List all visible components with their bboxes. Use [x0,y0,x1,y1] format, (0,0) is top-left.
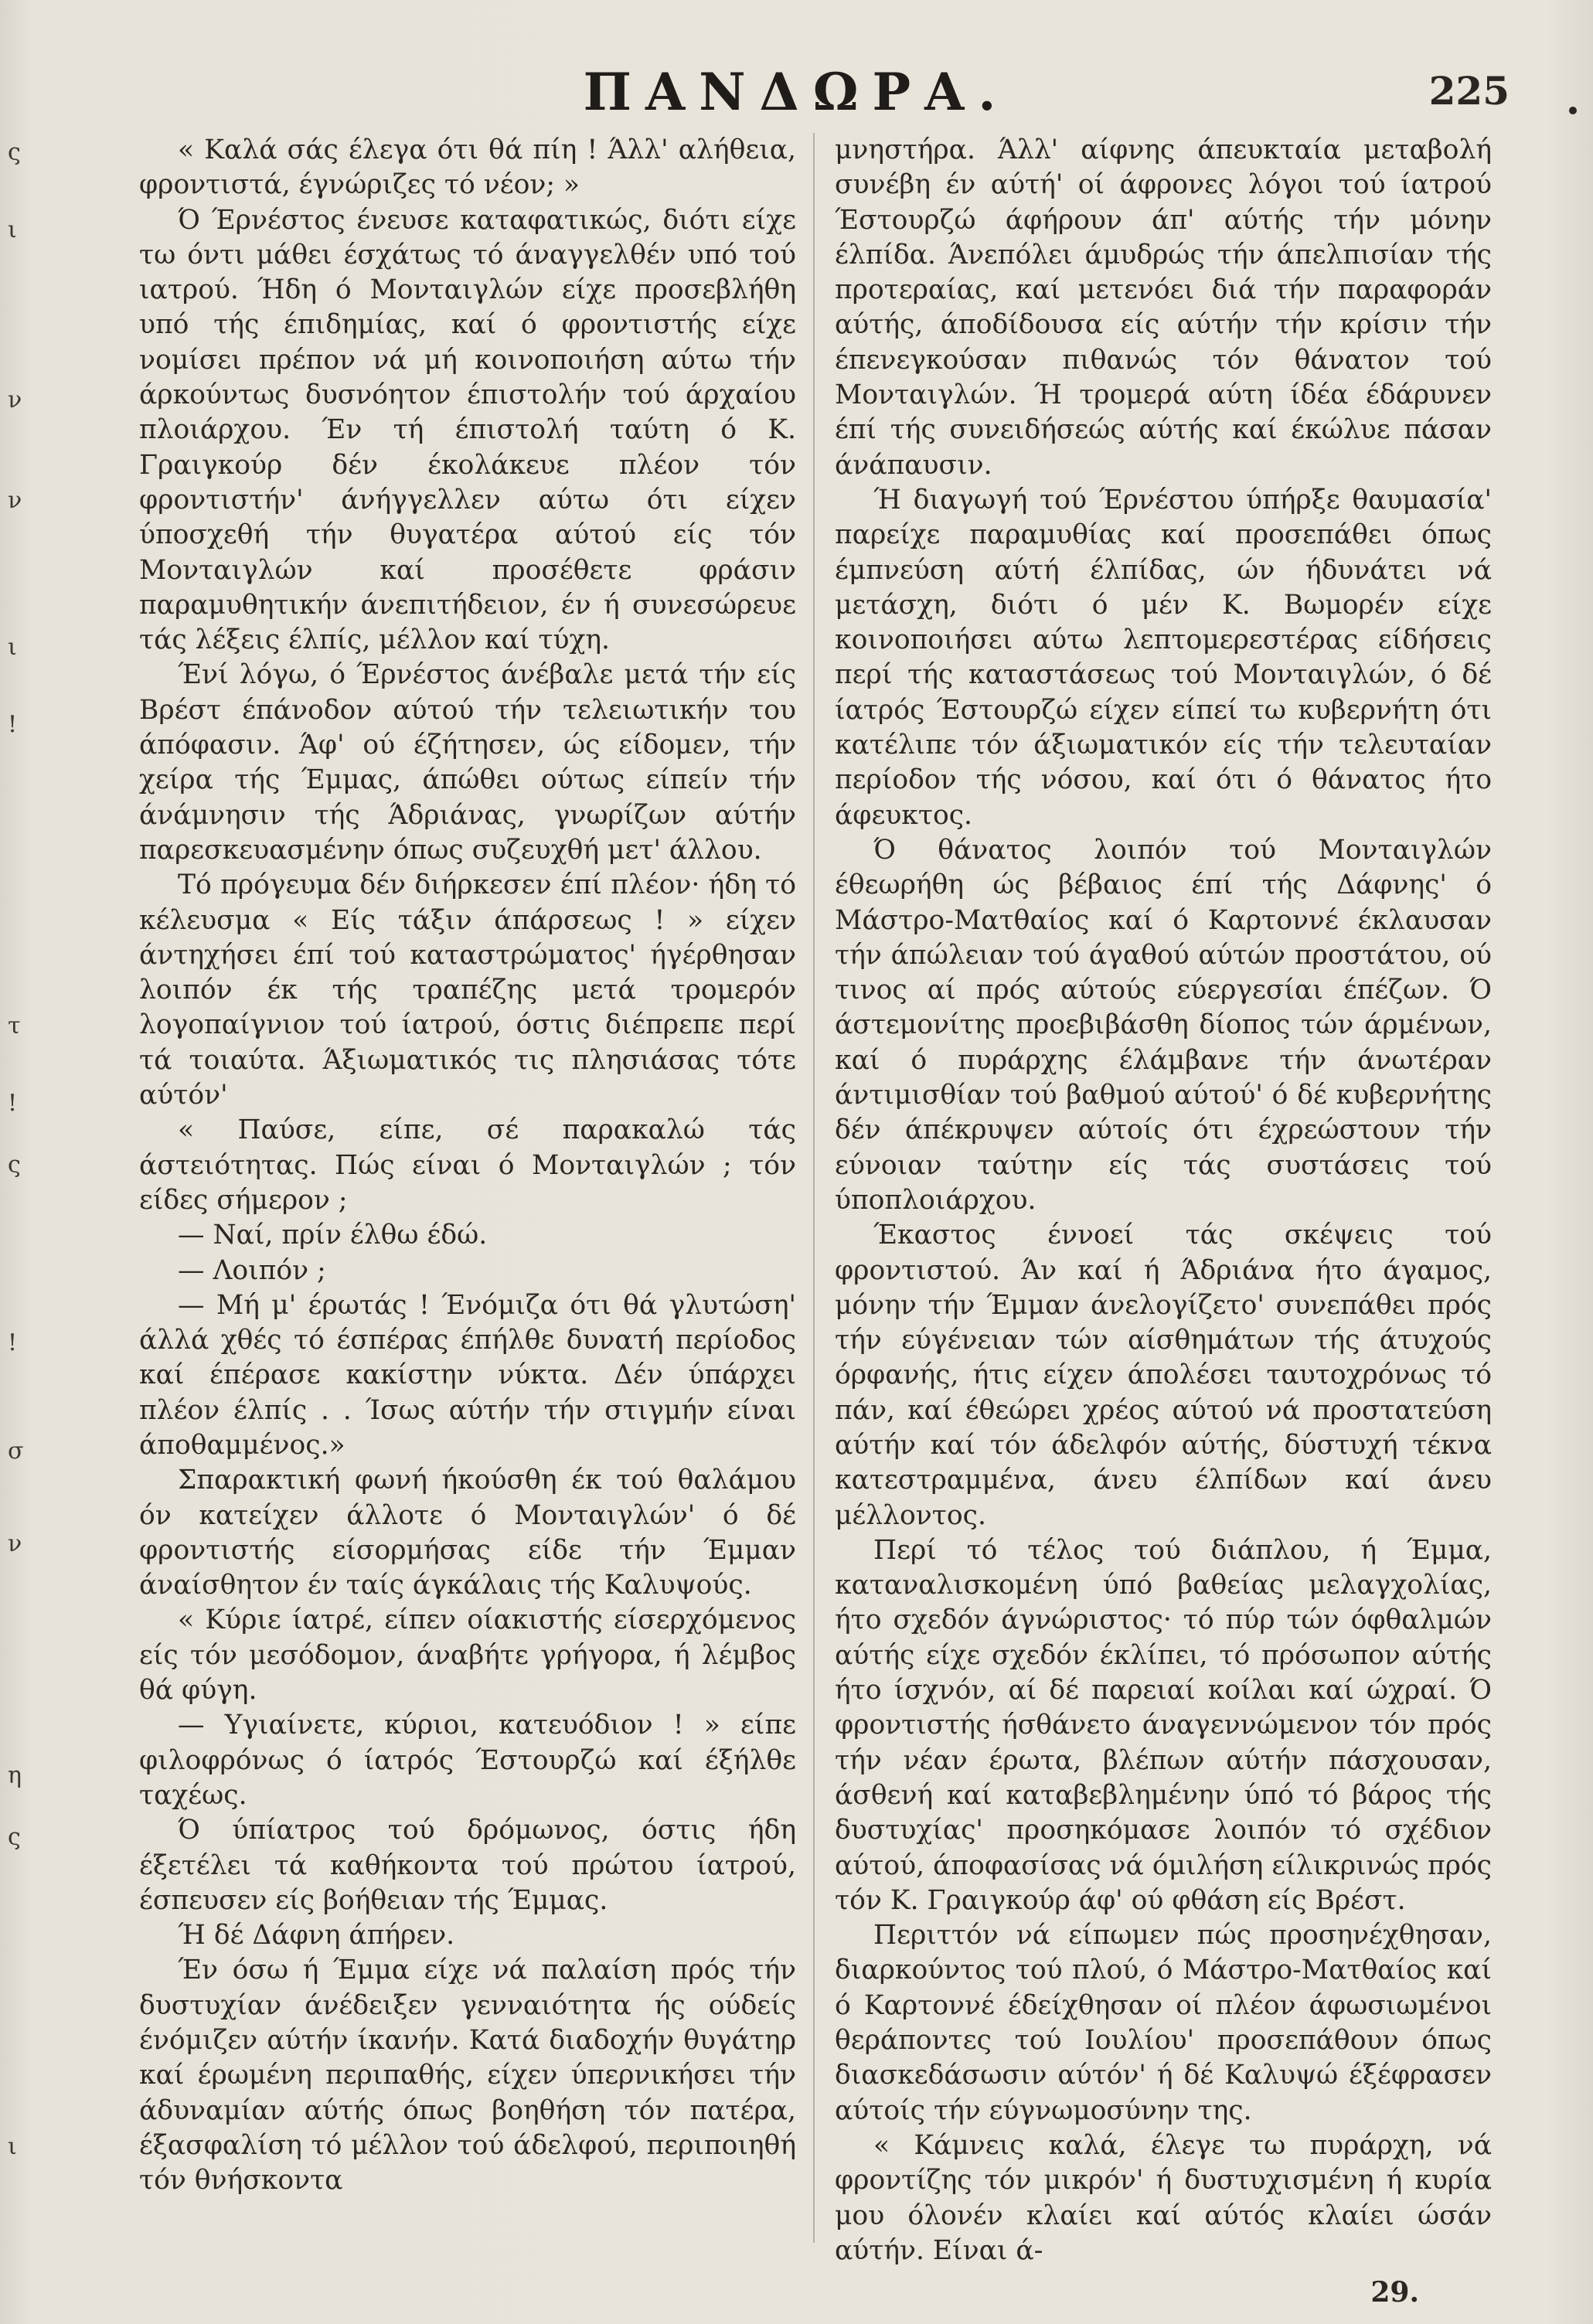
paragraph: Έν όσω ή Έμμα είχε νά παλαίση πρός τήν δυστυχίαν άνέδειξεν γενναιότητα ής ούδείς ένόμιζεν αύτήν ίκανήν. Κατά διαδοχήν θυγάτηρ καί έρωμένη περιπαθής, είχεν ύπερνικήσει τήν άδυναμίαν αύτής όπως βοηθήση τόν πατέρα, έξασφαλίση τό μέλλον τού άδελφού, περιποιηθή τόν θνήσκοντα [139,1955,796,2196]
paragraph: Έκαστος έννοεί τάς σκέψεις τού φροντιστού. Άν καί ή Άδριάνα ήτο άγαμος, μόνην τήν Έμμαν άνελογίζετο' συνεπάθει πρός τήν εύγένειαν τών αίσθημάτων τής άτυχούς όρφανής, ήτις είχεν άπολέσει ταυτοχρόνως τό πάν, καί έθεώρει χρέος αύτού νά προστατεύση αύτήν καί τόν άδελφόν αύτής, δύστυχή τέκνα κατεστραμμένα, άνευ έλπίδων καί άνευ μέλλοντος. [835,1220,1492,1531]
signature-mark: 29. [1370,2276,1419,2309]
paragraph: μνηστήρα. Άλλ' αίφνης άπευκταία μεταβολή συνέβη έν αύτή' οί άφρονες λόγοι τού ίατρού Έστουρζώ άφήρουν άπ' αύτής τήν μόνην έλπίδα. Άνεπόλει άμυδρώς τήν άπελπισίαν τής προτεραίας, καί μετενόει διά τήν παραφοράν αύτής, άποδίδουσα είς αύτήν τήν κρίσιν τήν έπενεγκούσαν πιθανώς τόν θάνατον τού Μονταιγλών. Ή τρομερά αύτη ίδέα έδάρυνεν έπί τής συνειδήσεώς αύτής καί έκώλυε πάσαν άνάπαυσιν. [835,134,1492,481]
paragraph: Ένί λόγω, ό Έρνέστος άνέβαλε μετά τήν είς Βρέστ έπάνοδον αύτού τήν τελειωτικήν του άπόφασιν. Άφ' ού έζήτησεν, ώς είδομεν, τήν χείρα τής Έμμας, άπώθει ούτως είπείν τήν άνάμνησιν τής Άδριάνας, γνωρίζων αύτήν παρεσκευασμένην όπως συζευχθή μετ' άλλου. [139,659,796,866]
paragraph: — Υγιαίνετε, κύριοι, κατευόδιον ! » είπε φιλοφρόνως ό ίατρός Έστουρζώ καί έξήλθε ταχέως. [139,1710,796,1811]
paragraph: « Κύριε ίατρέ, είπεν οίακιστής είσερχόμενος είς τόν μεσόδομον, άναβήτε γρήγορα, ή λέμβος θά φύγη. [139,1604,796,1706]
page-header [0,62,1593,131]
paragraph: « Κάμνεις καλά, έλεγε τω πυράρχη, νά φροντίζης τόν μικρόν' ή δυστυχισμένη ή κυρία μου όλονέν κλαίει καί αύτός κλαίει ώσάν αύτήν. Είναι ά- [835,2129,1492,2266]
right-column [835,133,1492,2268]
paragraph: Ή διαγωγή τού Έρνέστου ύπήρξε θαυμασία' παρείχε παραμυθίας καί προσεπάθει όπως έμπνεύση αύτή έλπίδας, ών ήδυνάτει νά μετάσχη, διότι ό μέν Κ. Βωμορέν είχε κοινοποιήσει αύτω λεπτομερεστέρας είδήσεις περί τής καταστάσεως τού Μονταιγλών, ό δέ ίατρός Έστουρζώ είχεν είπεί τω κυβερνήτη ότι κατέλιπε τόν άξιωματικόν είς τήν τελευταίαν περίοδον τής νόσου, καί ότι ό θάνατος ήτο άφευκτος. [835,484,1492,831]
paragraph: Ό ύπίατρος τού δρόμωνος, όστις ήδη έξετέλει τά καθήκοντα τού πρώτου ίατρού, έσπευσεν είς βοήθειαν τής Έμμας. [139,1815,796,1916]
column-divider [813,133,815,2243]
paragraph: Τό πρόγευμα δέν διήρκεσεν έπί πλέον· ήδη τό κέλευσμα « Είς τάξιν άπάρσεως ! » είχεν άντηχήσει έπί τού καταστρώματος' ήγέρθησαν λοιπόν έκ τής τραπέζης μετά τρομερόν λογοπαίγνιον τού ίατρού, όστις διέπρεπε περί τά τοιαύτα. Άξιωματικός τις πλησιάσας τότε αύτόν' [139,869,796,1111]
left-column [139,133,796,2199]
paragraph: Περί τό τέλος τού διάπλου, ή Έμμα, καταναλισκομένη ύπό βαθείας μελαγχολίας, ήτο σχεδόν άγνώριστος· τό πύρ τών όφθαλμών αύτής είχε σχεδόν έκλίπει, τό πρόσωπον αύτής ήτο ίσχνόν, αί δέ παρειαί κοίλαι καί ώχραί. Ό φροντιστής ήσθάνετο άναγεννώμενον τόν πρός τήν νέαν έρωτα, βλέπων αύτήν πάσχουσαν, άσθενή καί καταβεβλημένην ύπό τό βάρος τής δυστυχίας' προσηκόμασε λοιπόν τό σχέδιον αύτού, άποφασίσας νά όμιλήση είλικρινώς πρός τόν Κ. Γραιγκούρ άφ' ού φθάση είς Βρέστ. [835,1534,1492,1916]
paragraph: — Μή μ' έρωτάς ! Ένόμιζα ότι θά γλυτώση' άλλά χθές τό έσπέρας έπήλθε δυνατή περίοδος καί έπέρασε κακίστην νύκτα. Δέν ύπάρχει πλέον έλπίς . . Ίσως αύτήν τήν στιγμήν είναι άποθαμμένος.» [139,1289,796,1461]
left-margin-marks: ς ι ν ν ι ! τ ! ς ! σ ν η ς ι [8,139,24,2160]
paragraph: « Παύσε, είπε, σέ παρακαλώ τάς άστειότητας. Πώς είναι ό Μονταιγλών ; τόν είδες σήμερον ; [139,1114,796,1216]
paragraph: — Ναί, πρίν έλθω έδώ. [178,1220,488,1251]
paragraph: Σπαρακτική φωνή ήκούσθη έκ τού θαλάμου όν κατείχεν άλλοτε ό Μονταιγλών' ό δέ φροντιστής είσορμήσας είδε τήν Έμμαν άναίσθητον έν ταίς άγκάλαις τής Καλυψούς. [139,1465,796,1601]
paragraph: — Λοιπόν ; [178,1254,326,1286]
ink-speck [1569,107,1577,114]
paragraph: « Καλά σάς έλεγα ότι θά πίη ! Άλλ' αλήθεια, φροντιστά, έγνώριζες τό νέον; » [139,134,796,201]
paragraph: Ό θάνατος λοιπόν τού Μονταιγλών έθεωρήθη ώς βέβαιος έπί τής Δάφνης' ό Μάστρο-Ματθαίος καί ό Καρτοννέ έκλαυσαν τήν άπώλειαν τού άγαθού αύτών προστάτου, ού τινος αί πρός αύτούς εύεργεσίαι έπέζων. Ό άστεμονίτης προεβιβάσθη δίοπος τών άρμένων, καί ό πυράρχης έλάμβανε τήν άνωτέραν άντιμισθίαν τού βαθμού αύτού' ό δέ κυβερνήτης δέν άπέκρυψεν αύτοίς ότι έχρεώστουν τήν εύνοιαν ταύτην είς τάς συστάσεις τού ύποπλοιάρχου. [835,834,1492,1216]
paragraph: Περιττόν νά είπωμεν πώς προσηνέχθησαν, διαρκούντος τού πλού, ό Μάστρο-Ματθαίος καί ό Καρτοννέ έδείχθησαν οί πλέον άφωσιωμένοι θεράποντες τού Ιουλίου' προσεπάθουν όπως διασκεδάσωσιν αύτόν' ή δέ Καλυψώ έξέφρασεν αύτοίς τήν εύγνωμοσύνην της. [835,1920,1492,2126]
paragraph: Ό Έρνέστος ένευσε καταφατικώς, διότι είχε τω όντι μάθει έσχάτως τό άναγγελθέν υπό τού ιατρού. Ήδη ό Μονταιγλών είχε προσεβλήθη υπό τής έπιδημίας, καί ό φροντιστής είχε νομίσει πρέπον νά μή κοινοποιήση αύτω τήν άρκούντως δυσνόητον έπιστολήν τού άρχαίου πλοιάρχου. Έν τή έπιστολή ταύτη ό Κ. Γραιγκούρ δέν έκολάκευε πλέον τόν φροντιστήν' άνήγγελλεν αύτω ότι είχεν ύποσχεθή τήν θυγατέρα αύτού είς τόν Μονταιγλών καί προσέθετε φράσιν παραμυθητικήν άνεπιτήδειον, έν ή συνεσώρευε τάς λέξεις έλπίς, μέλλον καί τύχη. [139,204,796,656]
paragraph: Ή δέ Δάφνη άπήρεν. [178,1920,455,1951]
page-number: 225 [1428,68,1510,114]
journal-title: ΠΑΝΔΩΡΑ. [583,62,1010,122]
